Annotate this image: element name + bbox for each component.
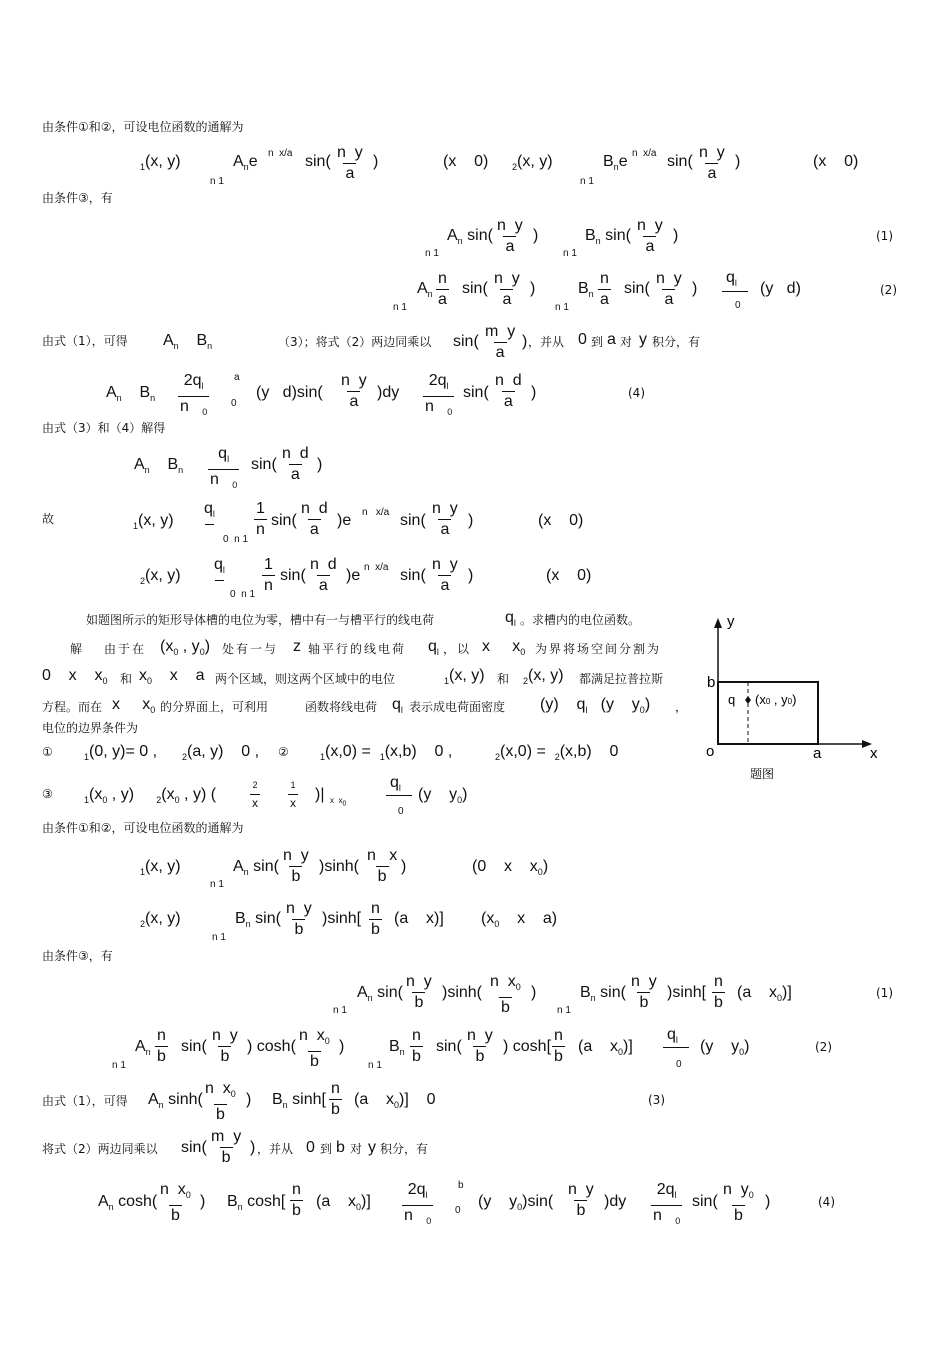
formula-sin: sin( [436, 1038, 462, 1055]
formula-index: 0 [676, 1059, 682, 1070]
formula-paren: ) [735, 153, 741, 170]
fraction: $\frac{2q_l}{n _0}$ [423, 371, 454, 422]
formula-bc: $_2$(a, y) 0 , [182, 743, 260, 763]
formula-delta: (y d) [760, 280, 801, 297]
formula-term: $A_n$ [135, 1038, 151, 1058]
formula-paren: ) [317, 456, 323, 473]
formula-sin: sin( [463, 384, 489, 401]
formula-term: ) cosh[ [503, 1038, 552, 1055]
formula-term: )e [337, 512, 352, 529]
formula-term: $B_n$ sin( [235, 910, 281, 930]
figure-label: a [813, 745, 822, 762]
formula-exponent: n x/a [362, 507, 390, 518]
formula-paren: ) [692, 280, 698, 297]
equation-number: (1) [876, 986, 893, 1000]
fraction: $\frac{\text{n x}}{b}$ [367, 847, 398, 885]
fraction: $\frac{n}{b}$ [292, 1181, 301, 1219]
formula-region: $x_0$ x a [139, 667, 205, 687]
fraction: $\frac{n x_0}{b}$ [160, 1181, 191, 1225]
fraction: $\frac{\text{n y}}{a}$ [497, 217, 523, 255]
derivation-text: 将式（2）两边同乘以 [42, 1142, 158, 1156]
formula-phi2: $_2$(x, y) [140, 910, 181, 930]
formula-paren: ) [765, 1193, 771, 1210]
formula-var: z [293, 638, 301, 655]
formula-paren: ) [531, 984, 537, 1001]
condition-text: 由条件①和②，可设电位函数的通解为 [42, 821, 244, 835]
formula-phi2-general: $_2$(x, y) [512, 153, 553, 173]
fraction: $\frac{\text{n y}}{b}$ [631, 973, 657, 1011]
fraction: $\frac{\text{n y}}{a}$ [637, 217, 663, 255]
solution-label: 解 [70, 642, 83, 656]
solution-text: 和 [120, 672, 133, 686]
fraction: $\frac{\text{m y}}{b}$ [211, 1128, 242, 1166]
formula-delta: (y $y_0$) [700, 1038, 750, 1058]
derivation-text: 由式（1），可得 [42, 334, 128, 348]
fraction: $\frac{n}{b}$ [157, 1027, 166, 1065]
equation-number: (4) [628, 386, 645, 400]
formula-paren: ) [373, 153, 379, 170]
fraction: $\frac{2q_l}{n _0}$ [651, 1180, 682, 1231]
fraction: $\frac{2q_l}{n _0}$ [178, 371, 209, 422]
formula-term: )sinh( [442, 984, 483, 1001]
formula-term: ) cosh( [247, 1038, 296, 1055]
formula-term: $B_n$ sin( [580, 984, 626, 1004]
fraction: $\frac{\text{n y}}{b}$ [406, 973, 432, 1011]
solution-text: 两个区域，则这两个区域中的电位 [215, 672, 396, 686]
formula-term: )dy [604, 1193, 627, 1210]
condition-marker: ② [278, 745, 289, 759]
formula-paren: ) [533, 227, 539, 244]
fraction: $\frac{\text{n y}}{a}$ [337, 144, 363, 182]
formula-domain: ($x_0$ x a) [481, 910, 558, 930]
figure-label: y [727, 613, 735, 630]
formula-term: $B_n$ [389, 1038, 405, 1058]
derivation-text: 由式（3）和（4）解得 [42, 421, 166, 435]
solution-text: 电位的边界条件为 [42, 721, 139, 735]
formula-boundary: x $x_0$ [482, 638, 526, 658]
fraction: $\frac{\text{n y}}{b}$ [467, 1027, 493, 1065]
fraction: $\frac{n x_0}{b}$ [490, 973, 521, 1017]
fraction: $\frac{\text{m y}}{a}$ [485, 323, 516, 361]
formula-var: y [639, 331, 647, 348]
formula-paren: ) [531, 384, 537, 401]
formula-exponent: n x/a [364, 562, 389, 573]
formula-term: $B_n$ sin( [585, 227, 631, 247]
formula-term: (y d)sin( [256, 384, 323, 401]
formula-charge: $q_l$ [726, 269, 737, 289]
formula-index: n 1 [425, 248, 439, 259]
formula-sin: sin( [692, 1193, 718, 1210]
fraction: $\frac{n}{b}$ [371, 900, 380, 938]
formula-term: $A_n$ [417, 280, 433, 300]
fraction: $\frac{\text{n d}}{a}$ [495, 372, 522, 410]
formula-paren: ) [401, 858, 407, 875]
fraction: $\frac{q_l}{n _0}$ [208, 444, 239, 495]
formula-index: n 1 [393, 302, 407, 313]
formula-term: $A_n$ $B_n$ [134, 456, 184, 476]
fraction: $\frac{\text{n y}}{b}$ [283, 847, 309, 885]
condition-marker: ③ [42, 787, 53, 801]
solution-text: 为界将场空间分割为 [535, 642, 662, 656]
formula-index: n 1 [580, 176, 594, 187]
figure-label: q [728, 692, 736, 707]
formula-density: (y) $q_l$ (y $y_0$) [540, 696, 651, 716]
derivation-text: 积分，有 [380, 1142, 429, 1156]
formula-charge: $q_l$ [392, 696, 403, 716]
formula-phi2: $_2$(x, y) [523, 667, 564, 687]
formula-sin: sin( [280, 567, 306, 584]
formula-domain: (0 x $x_0$) [472, 858, 549, 878]
fraction-bar [386, 795, 412, 796]
conclusion-label: 故 [42, 512, 55, 526]
formula-domain: (x 0) [813, 153, 859, 170]
formula-charge: $q_l$ [390, 774, 401, 794]
fraction: $\frac{n}{b}$ [412, 1027, 421, 1065]
formula-domain: (x 0) [443, 153, 489, 170]
formula-sin: sin( [181, 1038, 207, 1055]
formula-var: a [607, 331, 616, 348]
formula-sin: sin( [271, 512, 297, 529]
formula-charge: $q_l$ [428, 638, 439, 658]
formula-index: 0 n 1 [230, 589, 256, 600]
fraction: 2 x [252, 780, 258, 810]
problem-statement-end: 。求槽内的电位函数。 [520, 613, 641, 627]
formula-phi1-general: $_1$(x, y) [140, 153, 181, 173]
problem-statement: 如题图所示的矩形导体槽的电位为零，槽中有一与槽平行的线电荷 [86, 613, 435, 627]
formula-term: $A_n$ sin( [233, 858, 279, 878]
fraction: $\frac{\text{n y}}{b}$ [286, 900, 312, 938]
formula-term: (y $y_0)\sin$( [478, 1193, 554, 1213]
fraction: $\frac{\text{n d}}{a}$ [310, 556, 337, 594]
fraction: $\frac{n x_0}{b}$ [299, 1027, 330, 1071]
fraction: $\frac{n}{b}$ [554, 1027, 563, 1065]
fraction: $q_l$ [212, 555, 227, 601]
formula-delta: (y $y_0$) [418, 786, 468, 806]
equation-number: (2) [815, 1040, 832, 1054]
formula-term: (a $x_0$)] 0 [354, 1091, 436, 1111]
punctuation: ， [675, 700, 688, 714]
formula-paren: ) [522, 333, 528, 350]
fraction: $q_l$ [202, 499, 217, 545]
formula-sin: sin( [305, 153, 331, 170]
fraction: $\frac{\text{n y}}{b}$ [568, 1181, 594, 1219]
formula-bc: $_1(x_0$ , y) $_2(x_0$ , y) ( [84, 786, 217, 806]
derivation-text: 积分，有 [652, 335, 701, 349]
fraction: $\frac{n}{a}$ [600, 270, 609, 308]
formula-term: $A_n$ $B_n$ [106, 384, 156, 404]
formula-term: )sinh[ [667, 984, 707, 1001]
formula-paren: ) [339, 1038, 345, 1055]
formula-var: y [368, 1139, 376, 1156]
fraction: $\frac{\text{n y}}{b}$ [212, 1027, 238, 1065]
fraction-bar [663, 1047, 689, 1048]
formula-var: b [336, 1139, 345, 1156]
fraction: $\frac{\text{n y}}{a}$ [432, 500, 458, 538]
formula-term: (a x)] [394, 910, 444, 927]
fraction: $\frac{n}{b}$ [714, 973, 723, 1011]
equation-number: (3) [648, 1093, 665, 1107]
formula-index: 0 n 1 [223, 534, 249, 545]
formula-index: 0 [398, 806, 404, 817]
derivation-text: 到 [320, 1142, 333, 1156]
fraction: $\frac{\text{n y}}{a}$ [656, 270, 682, 308]
formula-domain: (x 0) [538, 512, 584, 529]
formula-bc: $_1$(0, y)= 0 , [84, 743, 158, 763]
formula-paren: ) [673, 227, 679, 244]
solution-text: 表示成电荷面密度 [409, 700, 506, 714]
derivation-text: 到 [591, 335, 604, 349]
figure-label: x [870, 745, 878, 762]
fraction: $\frac{\text{n d}}{a}$ [301, 500, 328, 538]
formula-paren: ) [246, 1091, 252, 1108]
formula-index: n 1 [563, 248, 577, 259]
formula-term: (a $x_0$)] [578, 1038, 633, 1058]
formula-term: $A_n$ sin( [447, 227, 493, 247]
fraction: $\frac{\text{n y}}{a}$ [699, 144, 725, 182]
formula-sin: sin( [251, 456, 277, 473]
formula-paren: )| [315, 786, 325, 803]
formula-term: )sinh( [319, 858, 360, 875]
formula-term: $B_n$ cosh[ [227, 1193, 286, 1213]
fraction: 1 x [290, 780, 296, 810]
formula-charge: $q_l$ [667, 1026, 678, 1046]
fraction: $\frac{1}{n}$ [256, 500, 265, 538]
condition-text: 由条件③，有 [42, 191, 113, 205]
formula-term: (a $x_0$)] [737, 984, 792, 1004]
fraction: $\frac{1}{n}$ [264, 556, 273, 594]
formula-index: n 1 [210, 176, 224, 187]
derivation-text: 对 [620, 335, 633, 349]
formula-sin: sin( [453, 333, 479, 350]
condition-text: 由条件③，有 [42, 949, 113, 963]
formula-region: 0 x $x_0$ [42, 667, 108, 687]
formula-paren: ) [250, 1139, 256, 1156]
formula-term: )e [346, 567, 361, 584]
formula-point: ($x_0$ , $y_0$) [160, 638, 211, 658]
formula-paren: ) [200, 1193, 206, 1210]
equation-number: (4) [818, 1195, 835, 1209]
formula-paren: ) [468, 567, 474, 584]
formula-domain: (x 0) [546, 567, 592, 584]
formula-var: 0 [306, 1139, 315, 1156]
formula-index: n 1 [555, 302, 569, 313]
y-axis-arrow-icon [714, 618, 722, 628]
solution-text: 轴平行的线电荷 [308, 642, 407, 656]
formula-exponent: n x/a [268, 148, 293, 159]
formula-paren: ) [530, 280, 536, 297]
formula-index: n 1 [212, 932, 226, 943]
formula-term: $A_n$ cosh( [98, 1193, 158, 1213]
formula-term: $B_n$ [578, 280, 594, 300]
figure-label: o [706, 743, 715, 760]
formula-index: n 1 [333, 1005, 347, 1016]
fraction-bar [722, 291, 748, 292]
fraction: $\frac{\text{n d}}{a}$ [282, 445, 309, 483]
formula-boundary: x $x_0$ [112, 696, 156, 716]
equation-number: (1) [876, 229, 893, 243]
fraction: $\frac{n x_0}{b}$ [205, 1080, 236, 1124]
formula-term: $A_n$ sin( [357, 984, 403, 1004]
derivation-text: ，并从 [528, 335, 565, 349]
figure-label: b [707, 674, 716, 691]
fraction: $\frac{\text{n y}}{a}$ [494, 270, 520, 308]
condition-text: 由条件①和②，可设电位函数的通解为 [42, 120, 244, 134]
formula-paren: ) [468, 512, 474, 529]
solution-text: 由于在 [104, 642, 147, 656]
solution-text: 函数将线电荷 [305, 700, 378, 714]
formula-exponent: n x/a [632, 148, 657, 159]
slot-figure [700, 610, 890, 785]
fraction: $\frac{n}{b}$ [331, 1080, 340, 1118]
formula-term: $B_ne$ [603, 153, 628, 173]
solution-text: 都满足拉普拉斯 [579, 672, 664, 686]
solution-text: 处有一与 [222, 642, 279, 656]
fraction: $\frac{\text{n y}}{a}$ [341, 372, 367, 410]
fraction: $\frac{n y_0}{b}$ [723, 1181, 754, 1225]
formula-sin: sin( [181, 1139, 207, 1156]
derivation-text: 由式（1），可得 [42, 1094, 128, 1108]
solution-text: 方程。而在 [42, 700, 103, 714]
derivation-text: ，并从 [257, 1142, 294, 1156]
formula-index: x $x_0$ [330, 796, 347, 808]
formula-term: $A_ne$ [233, 153, 258, 173]
formula-charge: $q_l$ [505, 609, 516, 629]
formula-term: $A_n$ $B_n$ [163, 332, 213, 352]
equation-number: (2) [880, 283, 897, 297]
formula-index: n 1 [368, 1060, 382, 1071]
formula-index: 0 [735, 300, 741, 311]
formula-term: )dy [377, 384, 400, 401]
figure-caption: 题图 [750, 767, 775, 781]
fraction: $\frac{2q_l}{n _0}$ [402, 1180, 433, 1231]
fraction: $\frac{\text{n y}}{a}$ [432, 556, 458, 594]
integral-limit: a [234, 372, 240, 383]
formula-var: 0 [578, 331, 587, 348]
solution-text: 的分界面上，可利用 [160, 700, 269, 714]
formula-phi2: $_2$(x, y) [140, 567, 181, 587]
formula-phi1: $_1$(x, y) [140, 858, 181, 878]
formula-term: )sinh[ [322, 910, 362, 927]
formula-index: n 1 [210, 879, 224, 890]
formula-phi1: $_1$(x, y) [444, 667, 485, 687]
formula-index: n 1 [112, 1060, 126, 1071]
formula-phi1: $_1$(x, y) [133, 512, 174, 532]
solution-text: ，以 [443, 642, 472, 656]
derivation-text: （3）；将式（2）两边同乘以 [278, 335, 432, 349]
integral-limit: b [458, 1180, 464, 1191]
formula-sin: sin( [400, 567, 426, 584]
formula-term: $A_n$ sinh( [148, 1091, 203, 1111]
figure-label: (x0 , y0) [755, 692, 797, 707]
formula-term: (a $x_0$)] [316, 1193, 371, 1213]
formula-sin: sin( [624, 280, 650, 297]
integral-limit: 0 [455, 1205, 461, 1216]
formula-term: $B_n$ sinh[ [272, 1091, 326, 1111]
fraction: $\frac{n}{a}$ [438, 270, 447, 308]
formula-sin: sin( [462, 280, 488, 297]
formula-bc: $_1$(x,0) = $_1$(x,b) 0 , [320, 743, 453, 763]
derivation-text: 对 [350, 1142, 363, 1156]
condition-marker: ① [42, 745, 53, 759]
formula-sin: sin( [400, 512, 426, 529]
line-charge-marker-icon [745, 696, 751, 704]
formula-bc: $_2$(x,0) = $_2$(x,b) 0 [495, 743, 619, 763]
formula-sin: sin( [667, 153, 693, 170]
solution-text: 和 [497, 672, 510, 686]
formula-index: n 1 [557, 1005, 571, 1016]
integral-limit: 0 [231, 398, 237, 409]
